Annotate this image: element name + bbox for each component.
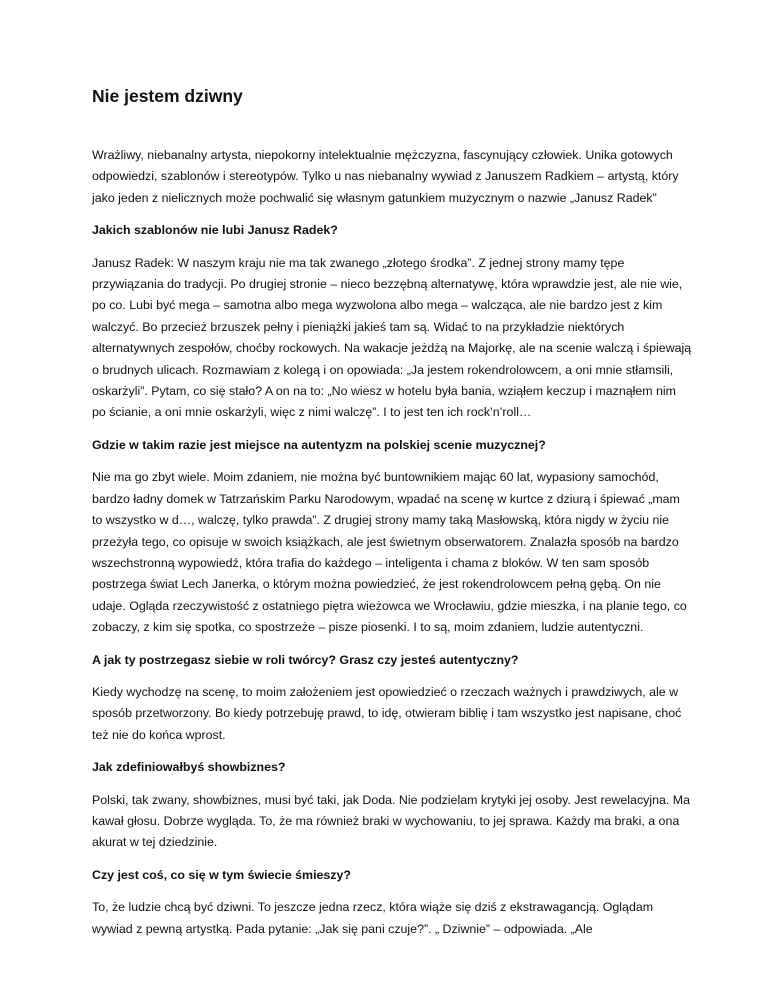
document-body	[92, 145, 692, 951]
question-heading: Czy jest coś, co się w tym świecie śmieszy?	[92, 867, 351, 882]
answer-paragraph: Polski, tak zwany, showbiznes, musi być taki, jak Doda. Nie podzielam krytyki jej osoby. Jest rewelacyjna. Ma kawał głosu. Dobrze wygląda. To, że ma również braki w wychowaniu, to jej sprawa. Każdy ma braki, a ona akurat w tej dziedzinie.	[92, 792, 690, 850]
answer-paragraph: To, że ludzie chcą być dziwni. To jeszcze jedna rzecz, która wiąże się dziś z ekstrawagancją. Oglądam wywiad z pewną artystką. Pada pytanie: „Jak się pani czuje?”. „ Dziwnie” – odpowiada. „Ale	[92, 900, 654, 936]
question-heading: Jak zdefiniowałbyś showbiznes?	[92, 760, 286, 775]
document-title: Nie jestem dziwny	[92, 86, 243, 106]
question-heading: Jakich szablonów nie lubi Janusz Radek?	[92, 223, 338, 238]
question-heading: A jak ty postrzegasz siebie w roli twórcy? Grasz czy jesteś autentyczny?	[92, 652, 519, 667]
intro-paragraph: Wrażliwy, niebanalny artysta, niepokorny intelektualnie mężczyzna, fascynujący człowiek. Unika gotowych odpowiedzi, szablonów i stereotypów. Tylko u nas niebanalny wywiad z Januszem Radkiem – artystą, który jako jeden z nielicznych może pochwalić się własnym gatunkiem muzycznym o nazwie „Janusz Radek”	[92, 148, 679, 205]
question-heading: Gdzie w takim razie jest miejsce na autentyzm na polskiej scenie muzycznej?	[92, 437, 546, 452]
answer-paragraph: Kiedy wychodzę na scenę, to moim założeniem jest opowiedzieć o rzeczach ważnych i prawdziwych, ale w sposób przetworzony. Bo kiedy potrzebuję prawd, to idę, otwieram biblię i tam wszystko jest napisane, choć też nie do końca wprost.	[92, 684, 682, 742]
answer-paragraph: Janusz Radek: W naszym kraju nie ma tak zwanego „złotego środka”. Z jednej strony mamy tępe przywiązania do tradycji. Po drugiej stronie – nieco bezzębną alternatywę, która wprawdzie jest, ale nie wie, po co. Lubi być mega – samotna albo mega wyzwolona albo mega – walcząca, ale nie bardzo jest z kim walczyć. Bo przecież brzuszek pełny i pieniążki jakieś tam są. Widać to na przykładzie niektórych alternatywnych zespołów, choćby rockowych. Na wakacje jeżdżą na Majorkę, ale na scenie walczą i śpiewają o brudnych ulicach. Rozmawiam z kolegą i on opowiada: „Ja jestem rokendrolowcem, a oni mnie stłamsili, oskarżyli”. Pytam, co się stało? A on na to: „No wiesz w hotelu była bania, wziąłem keczup i maznąłem nim po ścianie, a oni mnie oskarżyli, więc z nimi walczę”. I to jest ten ich rock’n’roll…	[92, 255, 692, 420]
answer-paragraph: Nie ma go zbyt wiele. Moim zdaniem, nie można być buntownikiem mając 60 lat, wypasiony samochód, bardzo ładny domek w Tatrzańskim Parku Narodowym, wpadać na scenę w kurtce z dziurą i śpiewać „mam to wszystko w d…, walczę, tylko prawda”. Z drugiej strony mamy taką Masłowską, która nigdy w życiu nie przeżyła tego, co opisuje w swoich książkach, ale jest świetnym obserwatorem. Znalazła sposób na bardzo wszechstronną wypowiedź, która trafia do każdego – inteligenta i chama z bloków. W ten sam sposób postrzega świat Lech Janerka, o którym można powiedzieć, że jest rokendrolowcem pełną gębą. On nie udaje. Ogląda rzeczywistość z ostatniego piętra wieżowca we Wrocławiu, gdzie mieszka, i na planie tego, co zobaczy, z kim się spotka, co spostrzeże – pisze piosenki. I to są, moim zdaniem, ludzie autentyczni.	[92, 470, 687, 635]
